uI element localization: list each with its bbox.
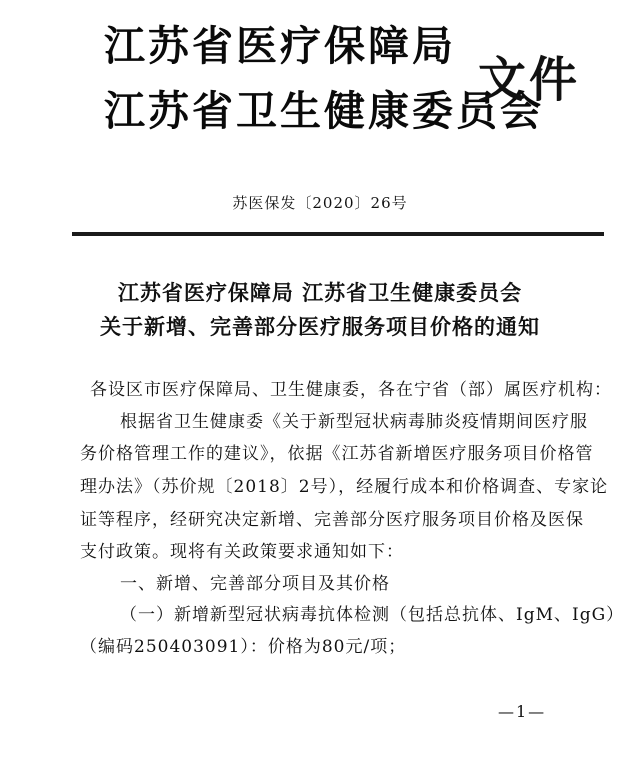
paragraph-line: 证等程序，经研究决定新增、完善部分医疗服务项目价格及医保 [80, 510, 584, 530]
issuer-name-medical-security: 江苏省医疗保障局 [104, 22, 456, 70]
document-type-label: 文件 [478, 52, 581, 108]
page-number: —1— [498, 702, 547, 721]
paragraph-line: 支付政策。现将有关政策要求通知如下： [80, 542, 404, 562]
document-number: 苏医保发〔2020〕26号 [232, 194, 408, 212]
header-divider-rule [72, 232, 604, 236]
item-line: （一）新增新型冠状病毒抗体检测（包括总抗体、IgM、IgG） [120, 605, 625, 625]
salutation: 各设区市医疗保障局、卫生健康委，各在宁省（部）属医疗机构： [90, 380, 612, 400]
notice-title-line-2: 关于新增、完善部分医疗服务项目价格的通知 [100, 314, 540, 339]
paragraph-line: 务价格管理工作的建议》，依据《江苏省新增医疗服务项目价格管 [80, 444, 594, 464]
section-heading: 一、新增、完善部分项目及其价格 [120, 574, 390, 594]
paragraph-line: 根据省卫生健康委《关于新型冠状病毒肺炎疫情期间医疗服 [120, 412, 588, 432]
issuer-name-health-commission: 江苏省卫生健康委员会 [104, 87, 544, 135]
notice-title-line-1: 江苏省医疗保障局 江苏省卫生健康委员会 [117, 280, 523, 305]
item-line: （编码250403091）：价格为80元/项； [80, 637, 407, 657]
paragraph-line: 理办法》（苏价规〔2018〕2号），经履行成本和价格调查、专家论 [80, 477, 609, 497]
